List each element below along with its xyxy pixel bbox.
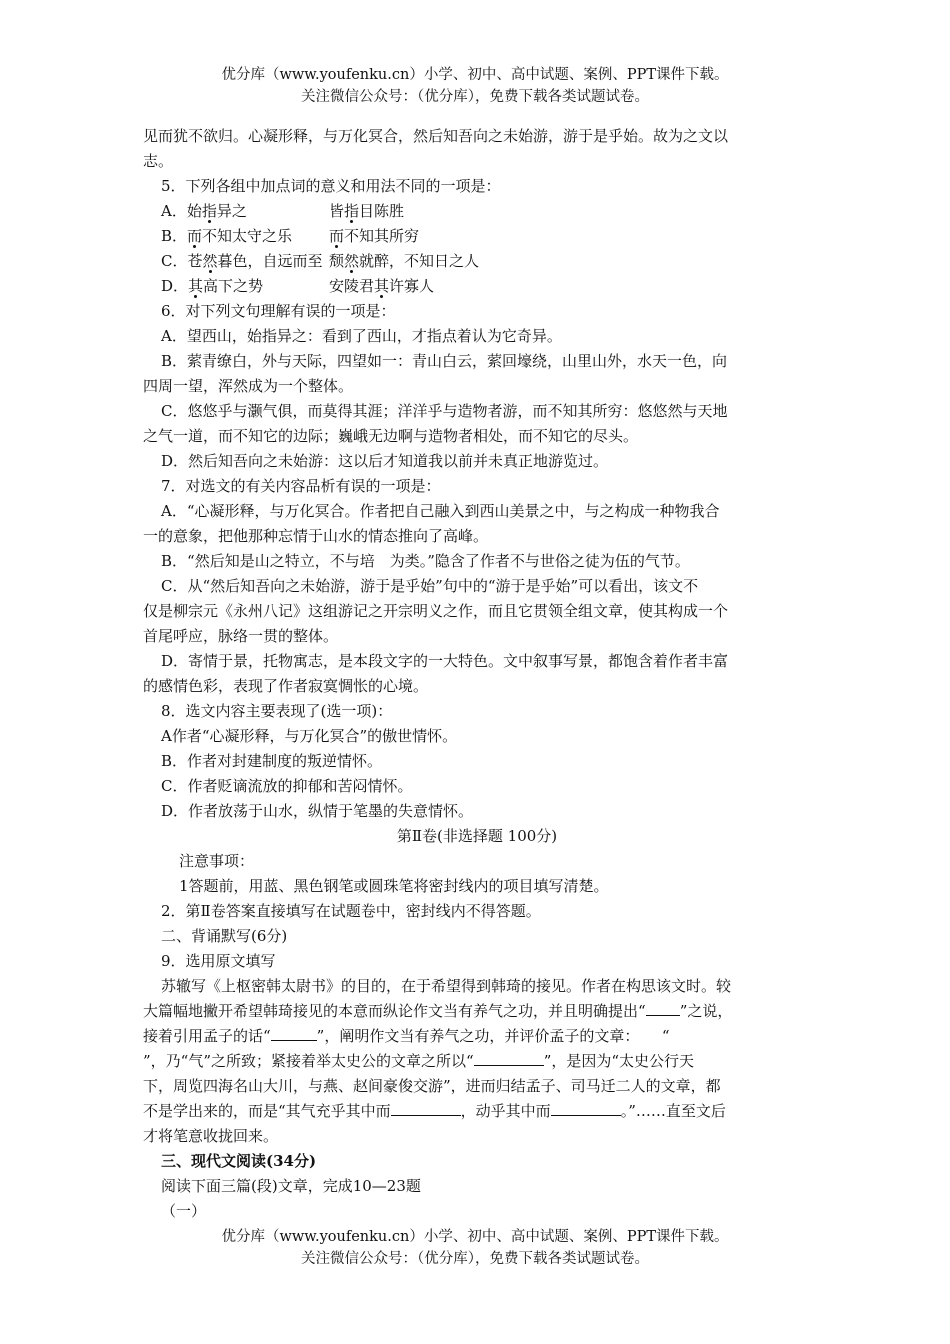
q7-option-c-line-2: 仅是柳宗元《永州八记》这组游记之开宗明义之作，而且它贯领全组文章，使其构成一个	[143, 602, 729, 620]
q9-line-6-text-b: ，动乎其中而	[460, 1102, 551, 1120]
q5-b-a-dot: 而	[187, 227, 203, 245]
q5-a-a-post: 异之	[216, 202, 247, 220]
header-line-1: 优分库（www.youfenku.cn）小学、初中、高中试题、案例、PPT课件下载。	[221, 67, 729, 83]
q5-option-a	[143, 199, 811, 224]
footer-line-2: 关注微信公众号：（优分库），免费下载各类试题试卷。	[301, 1251, 649, 1267]
q5-option-d-a	[161, 274, 329, 299]
q5-option-c-b	[329, 249, 811, 274]
q7-option-a-line-2: 一的意象，把他那种忘情于山水的情态推向了高峰。	[143, 527, 489, 545]
q9-stem: 9．选用原文填写	[161, 952, 276, 970]
section-3-instruction: 阅读下面三篇(段)文章，完成10—23题	[161, 1177, 421, 1195]
q9-line-1: 苏辙写《上枢密韩太尉书》的目的，在于希望得到韩琦的接见。作者在构思该文时。较	[161, 977, 732, 995]
q9-line-2-text-a: 大篇幅地撇开希望韩琦接见的本意而纵论作文当有养气之功，并且明确提出“	[143, 1002, 646, 1020]
q5-a-b-pre: 皆	[329, 202, 345, 220]
q9-line-3-text-b: ”，阐明作文当有养气之功，并评价孟子的文章： “	[316, 1027, 670, 1045]
q9-line-6	[143, 1099, 811, 1124]
q5-c-a-dot: 然	[202, 252, 218, 270]
q5-option-b	[143, 224, 811, 249]
q5-option-d-b	[329, 274, 811, 299]
fill-blank-2[interactable]	[271, 1024, 317, 1041]
q5-d-b-post: 许寡人	[389, 277, 435, 295]
q5-b-b-dot: 而	[329, 227, 345, 245]
intro-line-2: 志。	[143, 152, 174, 170]
q5-c-a-pre: 苍	[187, 252, 203, 270]
q5-options	[143, 199, 811, 299]
fill-blank-5[interactable]	[551, 1099, 621, 1116]
header-line-2: 关注微信公众号：（优分库），免费下载各类试题试卷。	[301, 89, 649, 105]
fill-blank-4[interactable]	[391, 1099, 461, 1116]
q7-option-b: B．“然后知是山之特立，不与培 为类。”隐含了作者不与世俗之徒为伍的气节。	[161, 552, 690, 570]
q9-line-4	[143, 1049, 811, 1074]
document-body	[143, 124, 811, 1224]
intro-line-1: 见而犹不欲归。心凝形释，与万化冥合，然后知吾向之未始游，游于是乎始。故为之文以	[143, 127, 729, 145]
q5-c-a-label: C．	[161, 252, 188, 270]
q5-stem: 5．下列各组中加点词的意义和用法不同的一项是：	[161, 177, 501, 195]
q5-d-a-dot: 其	[188, 277, 204, 295]
notice-item-1: 1答题前，用蓝、黑色钢笔或圆珠笔将密封线内的项目填写清楚。	[179, 877, 609, 895]
q9-line-6-text-a: 不是学出来的，而是“其气充乎其中而	[143, 1102, 391, 1120]
q5-c-b-dot: 然	[344, 252, 360, 270]
q9-line-7: 才将笔意收拢回来。	[143, 1127, 279, 1145]
q6-stem: 6．对下列文句理解有误的一项是：	[161, 302, 396, 320]
q8-stem: 8．选文内容主要表现了(选一项)：	[161, 702, 393, 720]
q5-d-b-pre: 安陵君	[329, 277, 375, 295]
q6-option-b-line-2: 四周一望，浑然成为一个整体。	[143, 377, 354, 395]
q5-a-a-label: A．	[161, 202, 187, 220]
q5-d-a-post: 高下之势	[203, 277, 264, 295]
q9-line-5: 下，周览四海名山大川，与燕、赵间豪俊交游”，进而归结孟子、司马迁二人的文章，都	[143, 1077, 721, 1095]
page-header	[0, 64, 950, 108]
q7-option-d-line-1: D．寄情于景，托物寓志，是本段文字的一大特色。文中叙事写景，都饱含着作者丰富	[161, 652, 729, 670]
section-3-title: 三、现代文阅读(34分)	[161, 1152, 317, 1170]
q9-line-6-text-c: 。”……直至文后	[620, 1102, 726, 1120]
q5-option-c-a	[161, 249, 329, 274]
q5-b-a-label: B．	[161, 227, 188, 245]
section-3-subheading: （一）	[161, 1202, 207, 1220]
q6-option-c-line-2: 之气一道，而不知它的边际；巍峨无边啊与造物者相处，而不知它的尽头。	[143, 427, 639, 445]
q8-option-a: A作者“心凝形释，与万化冥合”的傲世情怀。	[161, 727, 458, 745]
q7-option-a-line-1: A．“心凝形释，与万化冥合。作者把自己融入到西山美景之中，与之构成一种物我合	[161, 502, 720, 520]
part2-title: 第Ⅱ卷(非选择题 100分)	[396, 827, 558, 845]
q5-d-a-label: D．	[161, 277, 189, 295]
q9-line-2	[143, 999, 811, 1024]
q6-option-a: A．望西山，始指异之：看到了西山，才指点着认为它奇异。	[161, 327, 562, 345]
q9-line-3-text-a: 接着引用孟子的话“	[143, 1027, 271, 1045]
q5-a-b-dot: 指	[344, 202, 360, 220]
q5-option-c	[143, 249, 811, 274]
q7-option-c-line-1: C．从“然后知吾向之未始游，游于是乎始”句中的“游于是乎始”可以看出，该文不	[161, 577, 699, 595]
q6-option-b-line-1: B．萦青缭白，外与天际，四望如一：青山白云，萦回壕绕，山里山外，水天一色，向	[161, 352, 728, 370]
q8-option-b: B．作者对封建制度的叛逆情怀。	[161, 752, 383, 770]
q6-option-c-line-1: C．悠悠乎与灏气俱，而莫得其涯；洋洋乎与造物者游，而不知其所穷：悠悠然与天地	[161, 402, 728, 420]
q5-b-a-post: 不知太守之乐	[202, 227, 293, 245]
notice-item-2: 2．第Ⅱ卷答案直接填写在试题卷中，密封线内不得答题。	[161, 902, 541, 920]
q5-a-a-pre: 始	[186, 202, 202, 220]
q5-option-b-b	[329, 224, 811, 249]
q7-option-d-line-2: 的感情色彩，表现了作者寂寞惆怅的心境。	[143, 677, 429, 695]
q9-line-4-text-b: ”，是因为“太史公行天	[543, 1052, 695, 1070]
q5-c-a-post: 暮色，自远而至	[217, 252, 323, 270]
page-footer	[0, 1226, 950, 1270]
q5-a-a-dot: 指	[201, 202, 217, 220]
q5-c-b-post: 就醉，不知日之人	[359, 252, 480, 270]
q7-option-c-line-3: 首尾呼应，脉络一贯的整体。	[143, 627, 339, 645]
q5-option-a-b	[329, 199, 811, 224]
q9-line-2-text-b: ”之说，	[679, 1002, 733, 1020]
section-2-title: 二、背诵默写(6分)	[161, 927, 288, 945]
q5-option-b-a	[161, 224, 329, 249]
q5-option-a-a	[161, 199, 329, 224]
q8-option-d: D．作者放荡于山水，纵情于笔墨的失意情怀。	[161, 802, 474, 820]
q5-a-b-post: 目陈胜	[359, 202, 405, 220]
q5-d-b-dot: 其	[374, 277, 390, 295]
q5-c-b-pre: 颓	[329, 252, 345, 270]
fill-blank-3[interactable]	[474, 1049, 544, 1066]
q6-option-d: D．然后知吾向之未始游：这以后才知道我以前并未真正地游览过。	[161, 452, 609, 470]
q8-option-c: C．作者贬谪流放的抑郁和苦闷情怀。	[161, 777, 413, 795]
q5-b-b-post: 不知其所穷	[344, 227, 420, 245]
q7-stem: 7．对选文的有关内容品析有误的一项是：	[161, 477, 441, 495]
q5-option-d	[143, 274, 811, 299]
footer-line-1: 优分库（www.youfenku.cn）小学、初中、高中试题、案例、PPT课件下载。	[221, 1229, 729, 1245]
q9-line-3	[143, 1024, 811, 1049]
notice-heading: 注意事项：	[179, 852, 255, 870]
q9-line-4-text-a: ”，乃“气”之所致；紧接着举太史公的文章之所以“	[143, 1052, 474, 1070]
fill-blank-1[interactable]	[646, 999, 680, 1016]
